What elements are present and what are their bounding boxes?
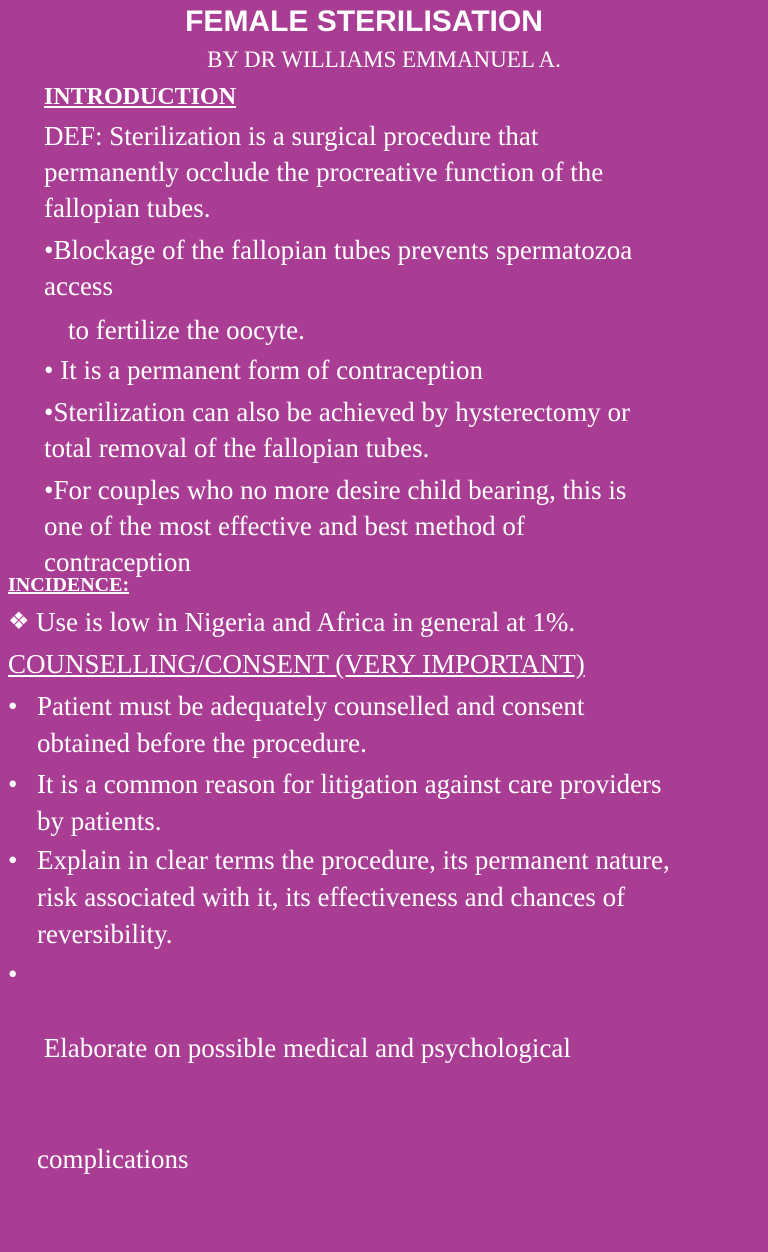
- bullet-icon: •: [8, 691, 18, 721]
- definition-line: permanently occlude the procreative function of the: [44, 157, 604, 187]
- author-line: BY DR WILLIAMS EMMANUEL A.: [207, 47, 561, 72]
- bullet-line: •Blockage of the fallopian tubes prevents spermatozoa: [44, 235, 633, 265]
- counselling-line: Explain in clear terms the procedure, its permanent nature,: [37, 845, 670, 875]
- counselling-line: by patients.: [37, 806, 162, 836]
- incidence-item: [8, 604, 575, 640]
- definition-paragraph: [44, 118, 744, 226]
- incidence-text: Use is low in Nigeria and Africa in general at 1%.: [36, 607, 576, 637]
- diamond-bullet-icon: ❖: [8, 609, 30, 635]
- definition-line: DEF: Sterilization is a surgical procedure that: [44, 121, 539, 151]
- bullet-line: •Sterilization can also be achieved by hysterectomy or: [44, 397, 630, 427]
- counselling-line: It is a common reason for litigation against care providers: [37, 769, 662, 799]
- bullet-icon: •: [8, 845, 18, 875]
- bullet-line: access: [44, 271, 113, 301]
- intro-bullet-couples: [44, 472, 744, 580]
- bullet-line: total removal of the fallopian tubes.: [44, 433, 430, 463]
- intro-bullet-blockage: [44, 232, 744, 304]
- definition-line: fallopian tubes.: [44, 193, 211, 223]
- bullet-line: •For couples who no more desire child bearing, this is: [44, 475, 627, 505]
- intro-bullet-hysterectomy: [44, 394, 744, 466]
- bullet-icon: •: [8, 959, 18, 989]
- slide-title: FEMALE STERILISATION: [185, 5, 543, 38]
- incidence-heading: INCIDENCE:: [8, 574, 130, 596]
- counselling-line: complications: [37, 1144, 189, 1174]
- bullet-icon: •: [8, 769, 18, 799]
- introduction-heading: INTRODUCTION: [44, 84, 237, 110]
- counselling-line: Patient must be adequately counselled and consent: [37, 691, 585, 721]
- counselling-line: Elaborate on possible medical and psychological: [37, 1033, 571, 1063]
- counselling-line: obtained before the procedure.: [37, 728, 367, 758]
- counselling-line: reversibility.: [37, 919, 173, 949]
- intro-bullet-permanent: • It is a permanent form of contraception: [44, 355, 484, 385]
- intro-bullet-blockage-continuation: to fertilize the oocyte.: [68, 315, 305, 345]
- bullet-line: contraception: [44, 547, 191, 577]
- bullet-line: one of the most effective and best method of: [44, 511, 525, 541]
- counselling-line: risk associated with it, its effectiveness and chances of: [37, 882, 626, 912]
- counselling-heading: COUNSELLING/CONSENT (VERY IMPORTANT): [8, 649, 585, 679]
